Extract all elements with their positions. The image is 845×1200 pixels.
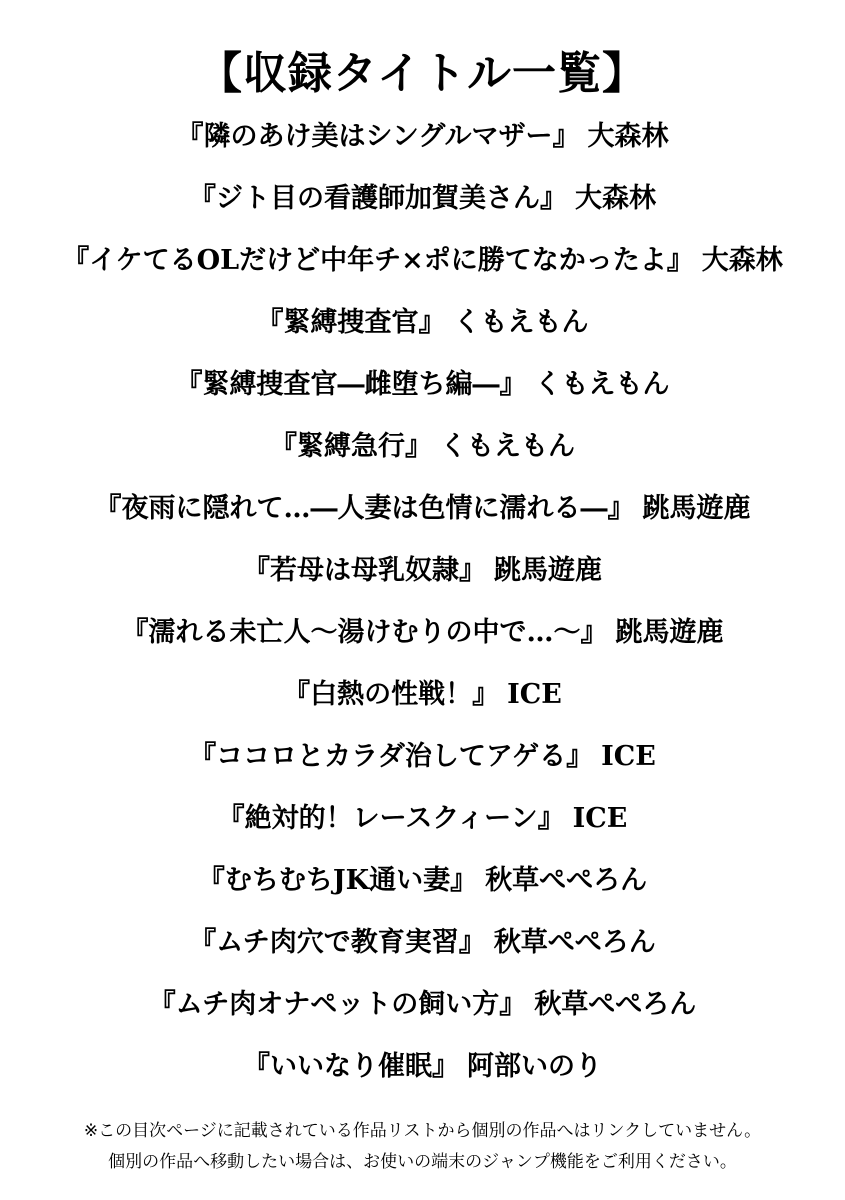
list-item — [0, 668, 845, 730]
work-title: 『ムチ肉穴で教育実習』 — [189, 927, 486, 958]
list-item — [0, 854, 845, 916]
list-item — [0, 1040, 845, 1102]
work-title: 『隣のあけ美はシングルマザー』 — [176, 121, 580, 152]
list-item — [0, 792, 845, 854]
author-name: くもえもん — [440, 431, 575, 462]
work-title: 『緊縛捜査官―雌堕ち編―』 — [175, 369, 527, 400]
author-name: 秋草ぺぺろん — [485, 865, 648, 896]
author-name: 大森林 — [701, 245, 783, 276]
list-item — [0, 730, 845, 792]
author-name: 跳馬遊鹿 — [615, 617, 724, 648]
footnote-line: 個別の作品へ移動したい場合は、お使いの端末のジャンプ機能をご利用ください。 — [108, 1152, 737, 1172]
work-title: 『濡れる未亡人～湯けむりの中で…～』 — [121, 617, 608, 648]
work-title: 『緊縛捜査官』 — [256, 307, 446, 338]
work-title: 『ジト目の看護師加賀美さん』 — [189, 183, 567, 214]
work-title: 『ココロとカラダ治してアゲる』 — [189, 741, 594, 772]
author-name: ICE — [601, 741, 656, 772]
list-item — [0, 358, 845, 420]
author-name: ICE — [572, 803, 628, 834]
author-name: くもえもん — [534, 369, 670, 400]
list-item — [0, 482, 845, 544]
list-item — [0, 110, 845, 172]
list-item — [0, 606, 845, 668]
author-name: 秋草ぺぺろん — [493, 927, 656, 958]
list-item — [0, 544, 845, 606]
author-name: 跳馬遊鹿 — [642, 493, 751, 524]
author-name: ICE — [507, 679, 562, 710]
author-name: 秋草ぺぺろん — [534, 989, 697, 1020]
footnote-line: ※この目次ページに記載されている作品リストから個別の作品へはリンクしていません。 — [83, 1121, 762, 1141]
work-title: 『いいなり催眠』 — [243, 1051, 459, 1082]
author-name: 阿部いのり — [467, 1051, 602, 1082]
work-title: 『イケてるOLだけど中年チ×ポに勝てなかったよ』 — [62, 245, 694, 276]
work-title: 『緊縛急行』 — [270, 431, 432, 462]
list-item — [0, 172, 845, 234]
author-name: 大森林 — [575, 183, 656, 214]
page-title: 【収録タイトル一覧】 — [197, 48, 648, 99]
work-title: 『むちむちJK通い妻』 — [197, 865, 478, 896]
author-name: くもえもん — [453, 307, 589, 338]
list-item — [0, 916, 845, 978]
footnote — [0, 1116, 845, 1178]
author-name: 跳馬遊鹿 — [494, 555, 602, 586]
list-item — [0, 296, 845, 358]
work-title: 『夜雨に隠れて…―人妻は色情に濡れる―』 — [94, 493, 635, 524]
list-item — [0, 978, 845, 1040]
list-item — [0, 234, 845, 296]
title-list — [0, 110, 845, 1102]
work-title: 『白熱の性戦！』 — [283, 679, 500, 710]
list-item — [0, 420, 845, 482]
work-title: 『絶対的！レースクィーン』 — [217, 803, 565, 834]
work-title: 『若母は母乳奴隷』 — [243, 555, 486, 586]
author-name: 大森林 — [587, 121, 669, 152]
work-title: 『ムチ肉オナペットの飼い方』 — [148, 989, 527, 1020]
